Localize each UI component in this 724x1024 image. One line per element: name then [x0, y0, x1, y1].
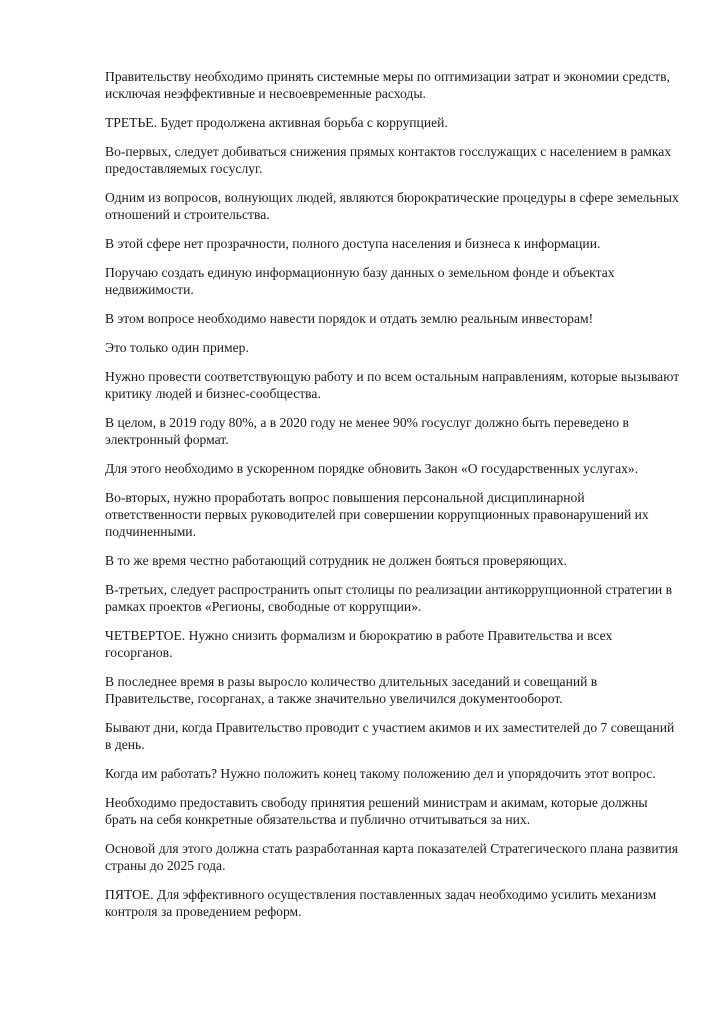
paragraph: В последнее время в разы выросло количество длительных заседаний и совещаний в Правительстве, госорганах, а также значительно увеличился документооборот. — [105, 674, 598, 706]
paragraph: Бывают дни, когда Правительство проводит с участием акимов и их заместителей до 7 совещаний в день. — [105, 720, 675, 752]
paragraph: Необходимо предоставить свободу принятия решений министрам и акимам, которые должны брать на себя конкретные обязательства и публично отчитываться за них. — [105, 795, 648, 827]
paragraph: В этом вопросе необходимо навести порядок и отдать землю реальным инвесторам! — [105, 311, 594, 326]
paragraph: В целом, в 2019 году 80%, а в 2020 году не менее 90% госуслуг должно быть переведено в электронный формат. — [105, 415, 629, 447]
paragraph: Для этого необходимо в ускоренном порядке обновить Закон «О государственных услугах». — [105, 461, 639, 476]
paragraph: Во-вторых, нужно проработать вопрос повышения персональной дисциплинарной ответственности первых руководителей при совершении коррупционных правонарушений их подчиненными. — [105, 490, 649, 539]
paragraph: Основой для этого должна стать разработанная карта показателей Стратегического плана развития страны до 2025 года. — [105, 841, 679, 873]
paragraph: В этой сфере нет прозрачности, полного доступа населения и бизнеса к информации. — [105, 236, 601, 251]
paragraph: Во-первых, следует добиваться снижения прямых контактов госслужащих с населением в рамках предоставляемых госуслуг. — [105, 144, 672, 176]
paragraph: Правительству необходимо принять системные меры по оптимизации затрат и экономии средств, исключая неэффективные и несвоевременные расходы. — [105, 69, 670, 101]
paragraph: В то же время честно работающий сотрудник не должен бояться проверяющих. — [105, 553, 567, 568]
paragraph: Одним из вопросов, волнующих людей, являются бюрократические процедуры в сфере земельных отношений и строительства. — [105, 190, 679, 222]
paragraph: Поручаю создать единую информационную базу данных о земельном фонде и объектах недвижимости. — [105, 265, 615, 297]
paragraph: ТРЕТЬЕ. Будет продолжена активная борьба с коррупцией. — [105, 115, 448, 130]
paragraph: В-третьих, следует распространить опыт столицы по реализации антикоррупционной стратегии в рамках проектов «Регионы, свободные от коррупции». — [105, 582, 672, 614]
paragraph: Нужно провести соответствующую работу и по всем остальным направлениям, которые вызывают критику людей и бизнес-сообщества. — [105, 369, 680, 401]
paragraph: Когда им работать? Нужно положить конец такому положению дел и упорядочить этот вопрос. — [105, 766, 656, 781]
document-body — [105, 68, 680, 932]
paragraph: ЧЕТВЕРТОЕ. Нужно снизить формализм и бюрократию в работе Правительства и всех госорганов. — [105, 628, 613, 660]
paragraph: ПЯТОЕ. Для эффективного осуществления поставленных задач необходимо усилить механизм контроля за проведением реформ. — [105, 887, 657, 919]
paragraph: Это только один пример. — [105, 340, 249, 355]
